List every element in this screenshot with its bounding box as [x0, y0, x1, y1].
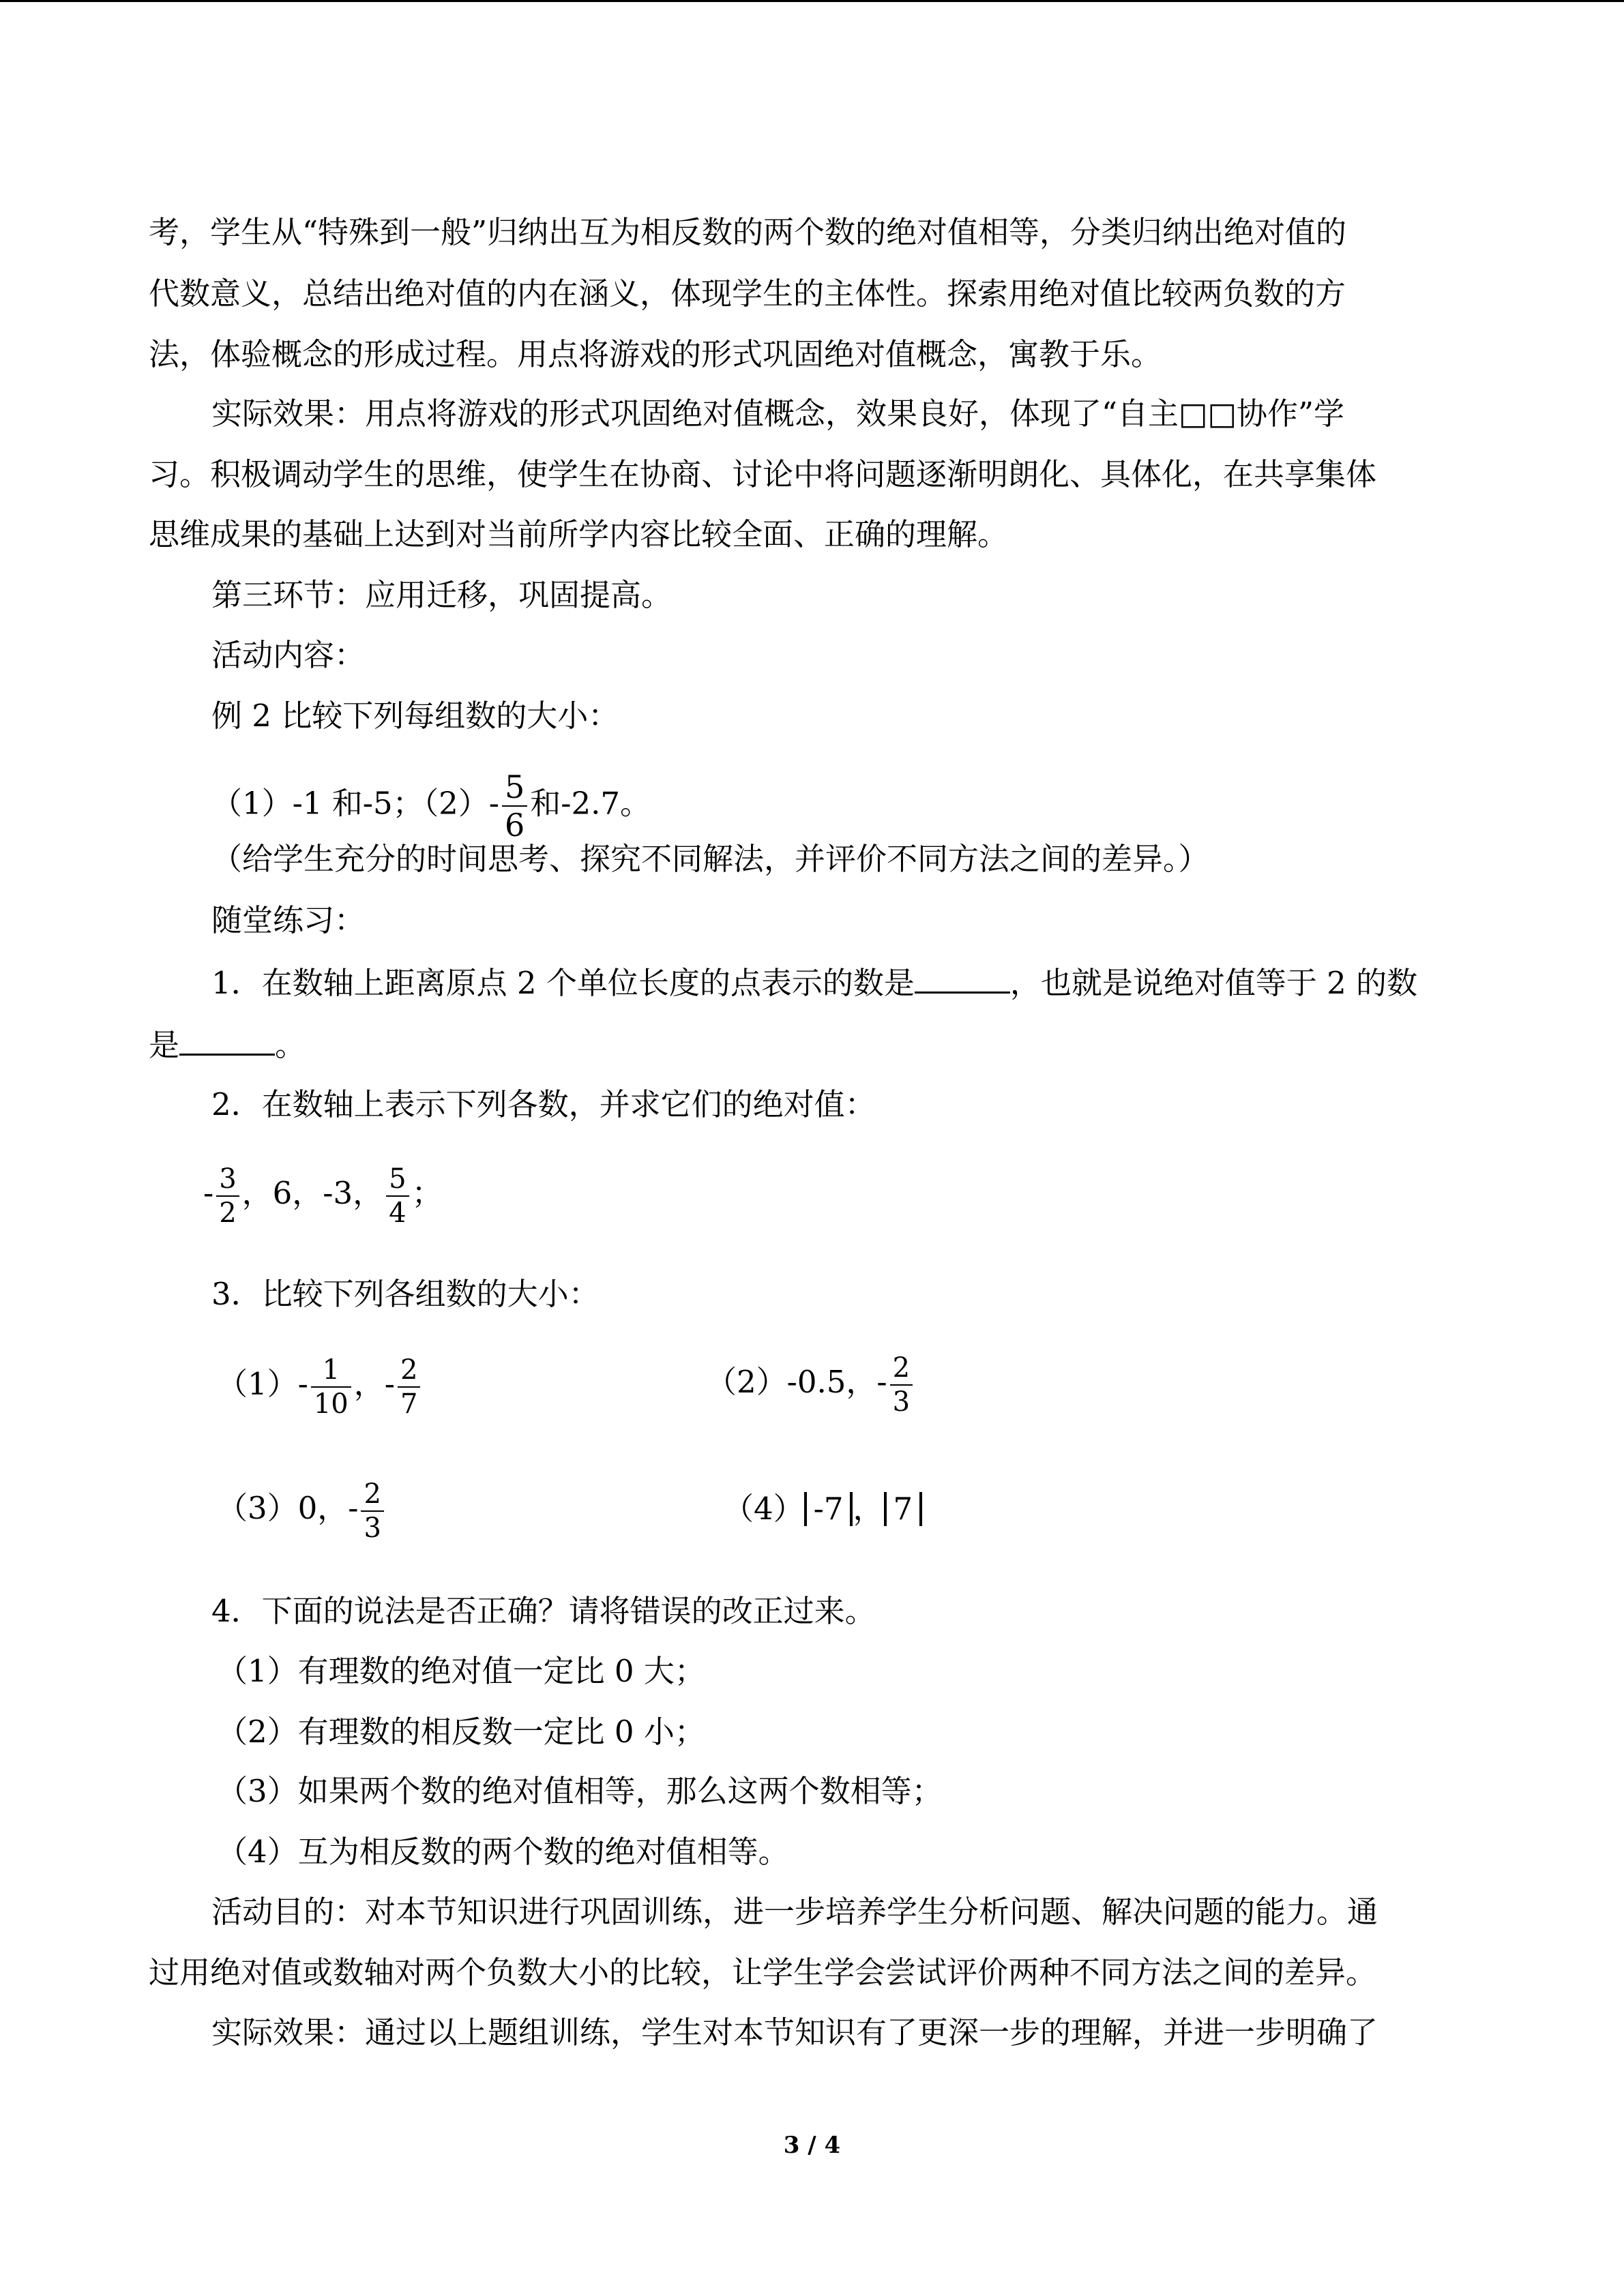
fraction: $\frac{1}{10}$: [311, 1354, 351, 1420]
absolute-value: -7: [804, 1492, 853, 1526]
paragraph-line: 过用绝对值或数轴对两个负数大小的比较，让学生学会尝试评价两种不同方法之间的差异。: [149, 1954, 1377, 1991]
question-3: 3．比较下列各组数的大小：: [211, 1276, 600, 1312]
fraction: $\frac{2}{3}$: [361, 1478, 383, 1545]
example-2-title: 例 2 比较下列每组数的大小：: [211, 698, 619, 734]
practice-label: 随堂练习：: [211, 902, 366, 938]
paragraph-line: 实际效果：通过以上题组训练，学生对本节知识有了更深一步的理解，并进一步明确了: [211, 2014, 1378, 2051]
paragraph-line: 习。积极调动学生的思维，使学生在协商、讨论中将问题逐渐明朗化、具体化，在共享集体: [149, 456, 1377, 492]
question-1-line-2: 是 。: [149, 1027, 306, 1063]
question-3-item-3: （3）0，- $\frac{2}{3}$: [217, 1471, 387, 1546]
page-number: 3 / 4: [783, 2132, 841, 2159]
fraction: $\frac{3}{2}$: [216, 1163, 239, 1229]
question-3-item-1: （1）- $\frac{1}{10}$ ，- $\frac{2}{7}$: [217, 1347, 423, 1422]
example-2-items: （1）-1 和-5；（2）- $\frac{5}{6}$ 和-2.7。: [211, 769, 651, 844]
question-4-item: （3）如果两个数的绝对值相等，那么这两个数相等；: [217, 1773, 943, 1809]
question-1-line-1: 1．在数轴上距离原点 2 个单位长度的点表示的数是 ，也就是说绝对值等于 2 的数: [211, 965, 1418, 1001]
paragraph-line: 思维成果的基础上达到对当前所学内容比较全面、正确的理解。: [149, 516, 1009, 552]
paragraph-line: 代数意义，总结出绝对值的内在涵义，体现学生的主体性。探索用绝对值比较两负数的方: [149, 275, 1346, 312]
section-heading: 第三环节：应用迁移，巩固提高。: [211, 577, 673, 613]
paragraph-line: 活动目的：对本节知识进行巩固训练，进一步培养学生分析问题、解决问题的能力。通: [211, 1894, 1378, 1930]
paragraph-line: 实际效果：用点将游戏的形式巩固绝对值概念，效果良好，体现了“自主□□协作”学: [211, 396, 1345, 432]
question-4-item: （4）互为相反数的两个数的绝对值相等。: [217, 1834, 789, 1870]
question-2-numbers: - $\frac{3}{2}$ ，6，-3， $\frac{5}{4}$ ；: [203, 1163, 443, 1229]
fraction: $\frac{5}{4}$: [386, 1163, 409, 1229]
question-4-item: （2）有理数的相反数一定比 0 小；: [217, 1714, 705, 1750]
question-4: 4．下面的说法是否正确？请将错误的改正过来。: [211, 1593, 876, 1629]
question-3-item-2: （2）-0.5，- $\frac{2}{3}$: [706, 1345, 915, 1420]
paragraph-line: 考，学生从“特殊到一般”归纳出互为相反数的两个数的绝对值相等，分类归纳出绝对值的: [149, 214, 1347, 250]
question-4-item: （1）有理数的绝对值一定比 0 大；: [217, 1653, 705, 1689]
question-2: 2．在数轴上表示下列各数，并求它们的绝对值：: [211, 1086, 876, 1122]
activity-label: 活动内容：: [211, 637, 366, 673]
paragraph-line: 法，体验概念的形成过程。用点将游戏的形式巩固绝对值概念，寓教于乐。: [149, 336, 1162, 372]
fraction: $\frac{2}{3}$: [890, 1352, 913, 1418]
fraction: $\frac{5}{6}$: [502, 769, 527, 844]
absolute-value: 7: [884, 1492, 923, 1526]
top-border: [0, 0, 1624, 2]
teaching-note: （给学生充分的时间思考、探究不同解法，并评价不同方法之间的差异。）: [211, 841, 1209, 877]
answer-blank: [179, 1026, 275, 1056]
question-3-item-4: （4） -7 ， 7: [723, 1489, 922, 1530]
fraction: $\frac{2}{7}$: [398, 1354, 420, 1420]
answer-blank: [915, 964, 1010, 994]
